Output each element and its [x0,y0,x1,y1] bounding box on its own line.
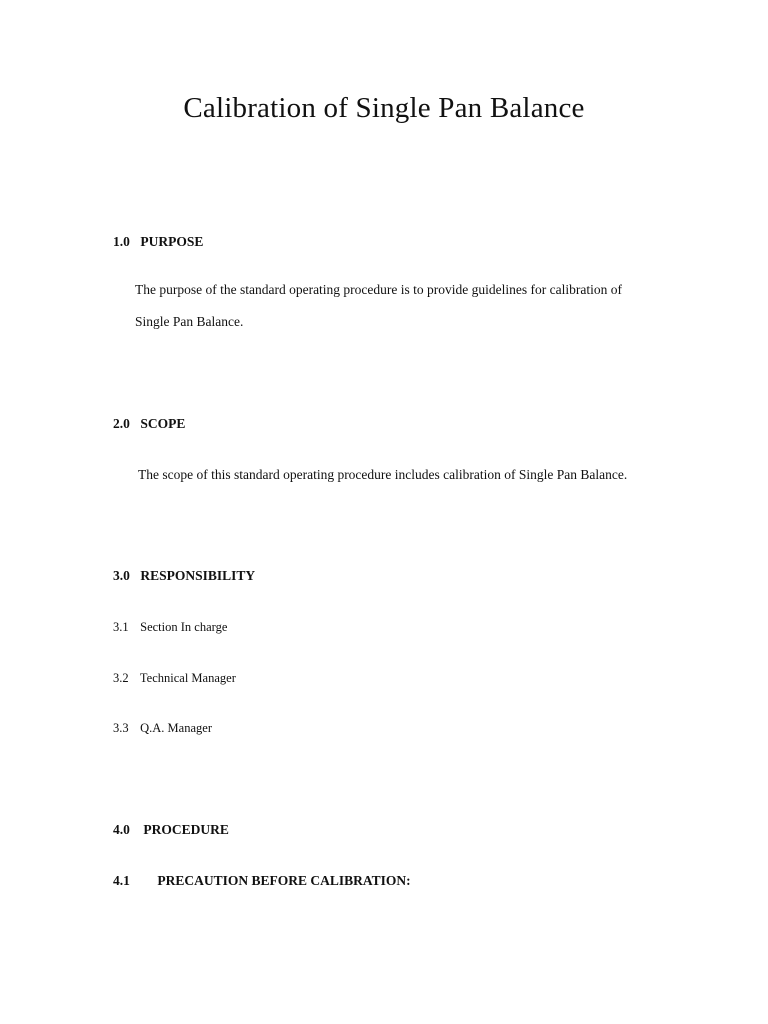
purpose-text-line-2: Single Pan Balance. [135,314,244,329]
responsibility-item [113,721,212,736]
section-heading-scope [113,416,185,432]
item-text: Technical Manager [139,671,236,685]
scope-text-line-1: The scope of this standard operating procedure includes calibration of Single Pan Balance. [138,467,628,482]
item-text: Section In charge [140,620,228,634]
item-number: 3.1 [113,620,129,634]
section-number: 1.0 [113,234,130,249]
section-number: 2.0 [113,416,130,431]
section-heading-procedure [113,822,229,838]
subsection-heading-precaution [113,873,411,889]
purpose-text-line-1: The purpose of the standard operating procedure is to provide guidelines for calibration of [135,282,622,297]
subsection-title: PRECAUTION BEFORE CALIBRATION: [157,873,411,888]
item-number: 3.2 [113,671,129,685]
section-heading-purpose [113,234,203,250]
item-number: 3.3 [113,721,129,735]
section-number: 4.0 [113,822,130,837]
section-title: SCOPE [140,416,186,431]
document-title: Calibration of Single Pan Balance [183,92,585,124]
responsibility-item [113,620,227,635]
section-number: 3.0 [113,568,130,583]
section-heading-responsibility [113,568,255,584]
section-title: PURPOSE [140,234,204,249]
subsection-number: 4.1 [113,873,130,888]
section-title: PROCEDURE [143,822,229,837]
responsibility-item [113,671,236,686]
item-text: Q.A. Manager [140,721,212,735]
section-title: RESPONSIBILITY [140,568,256,583]
